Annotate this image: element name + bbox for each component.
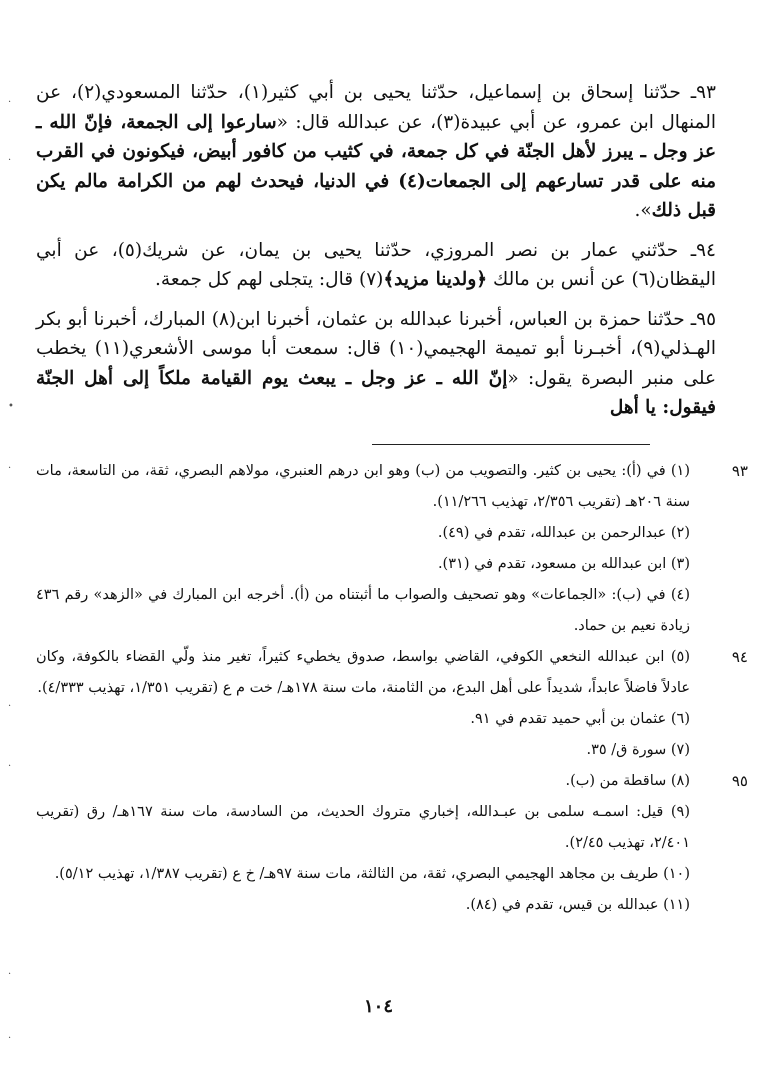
- footnote-group-number: ٩٥: [731, 772, 748, 790]
- footnote-row: [36, 580, 748, 642]
- scan-speck: •: [8, 401, 14, 412]
- scan-speck: ·: [8, 463, 12, 474]
- footnote-text: (٢) عبدالرحمن بن عبدالله، تقدم في (٤٩).: [437, 525, 690, 541]
- footnote-text: (٤) في (ب): «الجماعات» وهو تصحيف والصواب ما أثبتناه من (أ). أخرجه ابن المبارك في «الزهد» رقم ٤٣٦ زيادة نعيم بن حماد.: [36, 587, 690, 634]
- paragraph-93-end: ».: [634, 200, 652, 221]
- paragraph-93-intro: ٩٣ـ حدّثنا إسحاق بن إسماعيل، حدّثنا يحيى بن أبي كثير(١)، حدّثنا المسعودي(٢)، عن المنهال ابن عمرو، عن أبي عبيدة(٣)، عن عبدالله قال: «: [36, 82, 716, 133]
- footnote-row: [36, 642, 748, 704]
- paragraph-94-end: (٧) قال: يتجلى لهم كل جمعة.: [155, 269, 384, 290]
- paragraph-94: [36, 236, 716, 295]
- paragraph-94-quote: ﴿ولدينا مزيد﴾: [383, 269, 488, 290]
- footnote-row: [36, 518, 748, 549]
- footnote-text: (٩) قيل: اسمـه سلمى بن عبـدالله، إخباري متروك الحديث، من السادسة، مات سنة ١٦٧هـ/ رق (تقريب ٢/٤٠١، تهذيب ٢/٤٥).: [36, 804, 690, 851]
- footnote-separator: [372, 444, 650, 445]
- footnote-row: [36, 766, 748, 797]
- footnote-row: [36, 797, 748, 859]
- footnote-text: (٨) ساقطة من (ب).: [565, 773, 690, 789]
- footnote-text: (٦) عثمان بن أبي حميد تقدم في ٩١.: [470, 711, 690, 727]
- footnote-group-number: ٩٤: [731, 648, 748, 666]
- footnote-text: (٣) ابن عبدالله بن مسعود، تقدم في (٣١).: [437, 556, 690, 572]
- footnote-text: (١) في (أ): يحيى بن كثير. والتصويب من (ب) وهو ابن درهم العنبري، مولاهم البصري، ثقة، من التاسعة، مات سنة ٢٠٦هـ (تقريب ٢/٣٥٦، تهذيب ١١/٢٦٦).: [36, 463, 690, 510]
- footnote-text: (٧) سورة ق/ ٣٥.: [586, 742, 690, 758]
- paragraph-94-intro: ٩٤ـ حدّثني عمار بن نصر المروزي، حدّثنا يحيى بن يمان، عن شريك(٥)، عن أبي اليقظان(٦) عن أنس بن مالك: [36, 239, 716, 290]
- footnote-row: [36, 704, 748, 735]
- footnotes: [36, 456, 748, 921]
- footnote-text: (١٠) طريف بن مجاهد الهجيمي البصري، ثقة، من الثالثة، مات سنة ٩٧هـ/ خ ع (تقريب ١/٣٨٧، تهذيب ٥/١٢).: [54, 866, 690, 882]
- main-text: [36, 78, 716, 433]
- paragraph-95-intro: ٩٥ـ حدّثنا حمزة بن العباس، أخبرنا عبدالله بن عثمان، أخبرنا ابن(٨) المبارك، أخبرنا أبو بكر الهـذلي(٩)، أخبـرنا أبو تميمة الهجيمي(١٠) قال: سمعت أبا موسى الأشعري(١١) يخطب على منبر البصرة يقول: «: [36, 308, 717, 389]
- scan-speck: ·: [8, 701, 12, 712]
- footnote-text: (٥) ابن عبدالله النخعي الكوفي، القاضي بواسط، صدوق يخطيء كثيراً، تغير منذ ولّي القضاء بالكوفة، وكان عادلاً فاضلاً عابداً، شديداً على أهل البدع، من الثامنة، مات سنة ١٧٨هـ/ خت م ع (تقريب ١/٣٥١، تهذيب ٤/٣٣٣).: [36, 649, 690, 696]
- scan-speck: ·: [8, 97, 12, 108]
- paragraph-95-quote: إنّ الله ـ عز وجل ـ يبعث يوم القيامة ملكاً إلى أهل الجنّة فيقول: يا أهل: [36, 367, 716, 418]
- footnote-row: [36, 549, 748, 580]
- footnote-row: [36, 859, 748, 890]
- scan-speck: ·: [8, 761, 12, 772]
- paragraph-93-quote: سارعوا إلى الجمعة، فإنّ الله ـ عز وجل ـ يبرز لأهل الجنّة في كل جمعة، في كثيب من كافور أبيض، فيكونون في القرب منه على قدر تسارعهم إلى الجمعات(٤) في الدنيا، فيحدث لهم من الكرامة مالم يكن قبل ذلك: [36, 111, 716, 221]
- scan-speck: ·: [8, 969, 12, 980]
- footnote-row: [36, 456, 748, 518]
- footnote-text: (١١) عبدالله بن قيس، تقدم في (٨٤).: [465, 897, 690, 913]
- paragraph-93: [36, 78, 716, 226]
- footnote-group-number: ٩٣: [731, 462, 748, 480]
- scan-speck: ·: [8, 1033, 12, 1044]
- footnote-row: [36, 890, 748, 921]
- footnote-row: [36, 735, 748, 766]
- page-number: ١٠٤: [363, 996, 393, 1017]
- scan-speck: ·: [8, 155, 12, 166]
- paragraph-95: [36, 305, 716, 423]
